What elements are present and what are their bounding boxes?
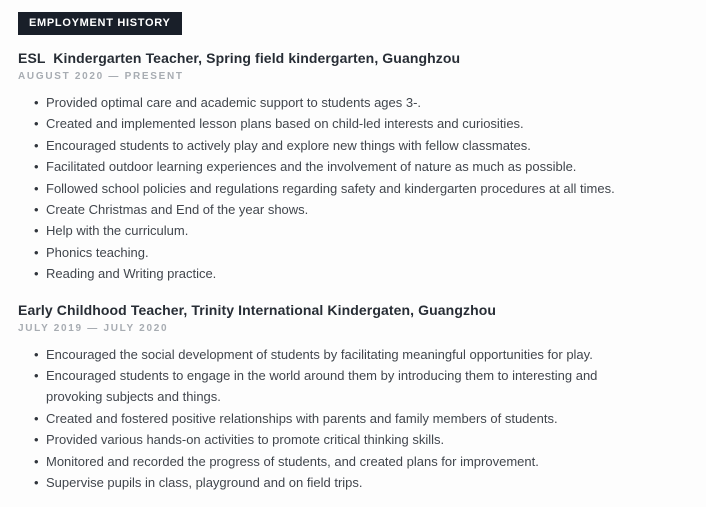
job-date-range: AUGUST 2020 — PRESENT [18, 71, 184, 82]
job-entry-esl-kindergarten-teacher [18, 50, 688, 285]
job-duty: • Created and implemented lesson plans based on child-led interests and curiosities. [34, 113, 638, 134]
job-date-range: JULY 2019 — JULY 2020 [18, 322, 169, 334]
job-duty: • Help with the curriculum. [34, 220, 638, 241]
job-duty: • Create Christmas and End of the year shows. [34, 199, 638, 220]
job-duty: • Followed school policies and regulations regarding safety and kindergarten procedures at all times. [34, 178, 638, 199]
job-duty: • Provided optimal care and academic support to students ages 3-. [34, 92, 638, 113]
job-duty: • Supervise pupils in class, playground and on field trips. [34, 472, 638, 493]
job-duty: • Created and fostered positive relationships with parents and family members of students. [34, 408, 638, 429]
job-duty: • Facilitated outdoor learning experiences and the involvement of nature as much as possible. [34, 156, 638, 177]
job-duty: • Encouraged the social development of students by facilitating meaningful opportunities for play. [34, 344, 638, 365]
job-duties-list [34, 344, 638, 494]
job-duty: • Reading and Writing practice. [34, 263, 638, 284]
job-duty: • Encouraged students to actively play and explore new things with fellow classmates. [34, 135, 638, 156]
job-duty: • Phonics teaching. [34, 242, 638, 263]
job-duty: • Monitored and recorded the progress of students, and created plans for improvement. [34, 451, 638, 472]
job-duty: • Encouraged students to engage in the world around them by introducing them to interesting and provoking subjects and things. [34, 365, 638, 408]
job-duties-list [34, 92, 638, 285]
job-duty: • Provided various hands-on activities to promote critical thinking skills. [34, 429, 638, 450]
job-title: Early Childhood Teacher, Trinity International Kindergaten, Guangzhou [18, 301, 497, 318]
section-header-badge [18, 12, 182, 35]
job-title: ESL Kindergarten Teacher, Spring field kindergarten, Guanghzou [18, 50, 461, 66]
job-entry-early-childhood-teacher [18, 302, 688, 494]
section-title: EMPLOYMENT HISTORY [29, 17, 171, 29]
